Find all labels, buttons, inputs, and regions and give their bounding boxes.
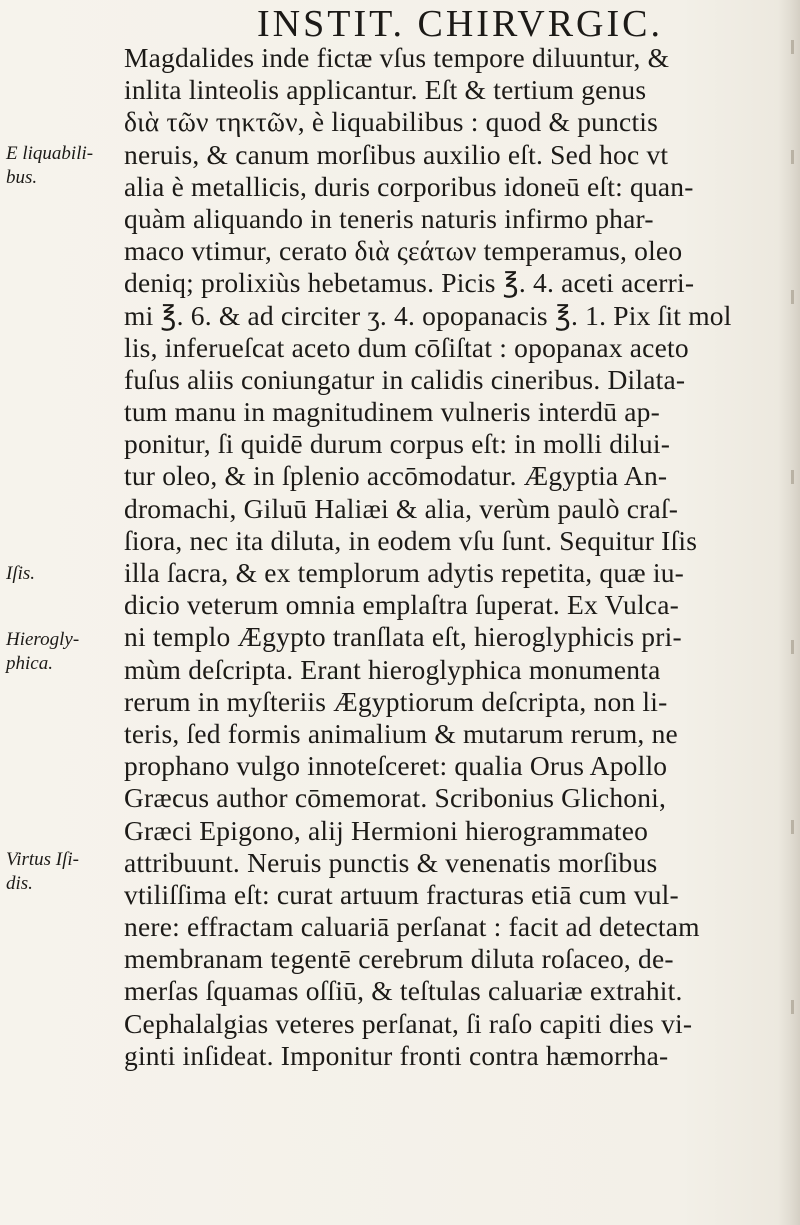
bleed-through-mark — [791, 640, 794, 654]
text-line: inlita linteolis applicantur. Eſt & tertium genus — [124, 74, 647, 106]
text-line: illa ſacra, & ex templorum adytis repetita, quæ iu- — [124, 557, 685, 588]
running-head: INSTIT. CHIRVRGIC. — [257, 3, 663, 45]
text-line: dromachi, Giluū Haliæi & alia, verùm paulò craſ- — [124, 492, 679, 524]
text-line: membranam tegentē cerebrum diluta roſaceo, de- — [124, 943, 674, 975]
bleed-through-mark — [791, 820, 794, 834]
margin-note-virtus-isidis: Virtus Iſi- dis. — [6, 849, 80, 894]
text-line: ginti inſideat. Imponitur fronti contra hæmorrha- — [124, 1039, 669, 1071]
text-line: διὰ τῶν τηκτῶν, è liquabilibus : quod & punctis — [124, 106, 659, 138]
text-line: ponitur, ſi quidē durum corpus eſt: in molli dilui- — [124, 428, 671, 460]
text-line: Cephalalgias veteres perſanat, ſi raſo capiti dies vi- — [124, 1007, 693, 1039]
text-line: mùm deſcripta. Erant hieroglyphica monumenta — [124, 653, 661, 685]
text-line: fuſus aliis coniungatur in calidis cineribus. Dilata- — [124, 363, 686, 395]
text-line: maco vtimur, cerato διὰ ςεάτων temperamus, oleo — [124, 235, 683, 267]
bleed-through-mark — [791, 290, 794, 304]
margin-note-liquabilibus: E liquabili- bus. — [6, 143, 94, 188]
text-line: merſas ſquamas oſſiū, & teſtulas caluariæ extrahit. — [124, 975, 683, 1007]
text-line: Magdalides inde fictæ vſus tempore diluuntur, & — [124, 42, 670, 73]
body-text — [124, 42, 790, 1072]
bleed-through-mark — [791, 1000, 794, 1014]
margin-note-isis: Iſis. — [6, 563, 36, 584]
bleed-through-mark — [791, 150, 794, 164]
text-line: nere: effractam caluariā perſanat : facit ad detectam — [124, 911, 700, 943]
text-line: ni templo Ægypto tranſlata eſt, hieroglyphicis pri- — [124, 621, 682, 653]
text-line: rerum in myſteriis Ægyptiorum deſcripta, non li- — [124, 685, 668, 717]
text-line: ſiora, nec ita diluta, in eodem vſu ſunt. Sequitur Iſis — [124, 524, 698, 556]
text-line: quàm aliquando in teneris naturis infirmo phar- — [124, 202, 654, 234]
text-line: tur oleo, & in ſplenio accōmodatur. Ægyptia An- — [124, 460, 668, 492]
text-line: dicio veterum omnia emplaſtra ſuperat. Ex Vulca- — [124, 589, 679, 621]
text-line: teris, ſed formis animalium & mutarum rerum, ne — [124, 717, 678, 749]
text-line: prophano vulgo innoteſceret: qualia Orus Apollo — [124, 750, 668, 782]
bleed-through-mark — [791, 40, 794, 54]
text-line: tum manu in magnitudinem vulneris interdū ap- — [124, 396, 660, 428]
text-line: Græcus author cōmemorat. Scribonius Glichoni, — [124, 782, 667, 814]
text-line: alia è metallicis, duris corporibus idoneū eſt: quan- — [124, 170, 694, 202]
text-line: deniq; prolixiùs hebetamus. Picis ℥. 4. aceti acerri- — [124, 267, 695, 299]
text-line: Græci Epigono, alij Hermioni hierogrammateo — [124, 814, 649, 846]
margin-note-hieroglyphica: Hierogly- phica. — [6, 629, 80, 674]
text-line: lis, inferueſcat aceto dum cōſiſtat : opopanax aceto — [124, 331, 689, 363]
text-line: attribuunt. Neruis punctis & venenatis morſibus — [124, 846, 658, 878]
text-line: neruis, & canum morſibus auxilio eſt. Sed hoc vt — [124, 138, 669, 170]
text-line: vtiliſſima eſt: curat artuum fracturas etiā cum vul- — [124, 878, 679, 910]
bleed-through-mark — [791, 470, 794, 484]
page-gutter-shadow — [778, 0, 800, 1225]
text-line: mi ℥. 6. & ad circiter ʒ. 4. opopanacis ℥. 1. Pix ſit mol — [124, 299, 732, 331]
